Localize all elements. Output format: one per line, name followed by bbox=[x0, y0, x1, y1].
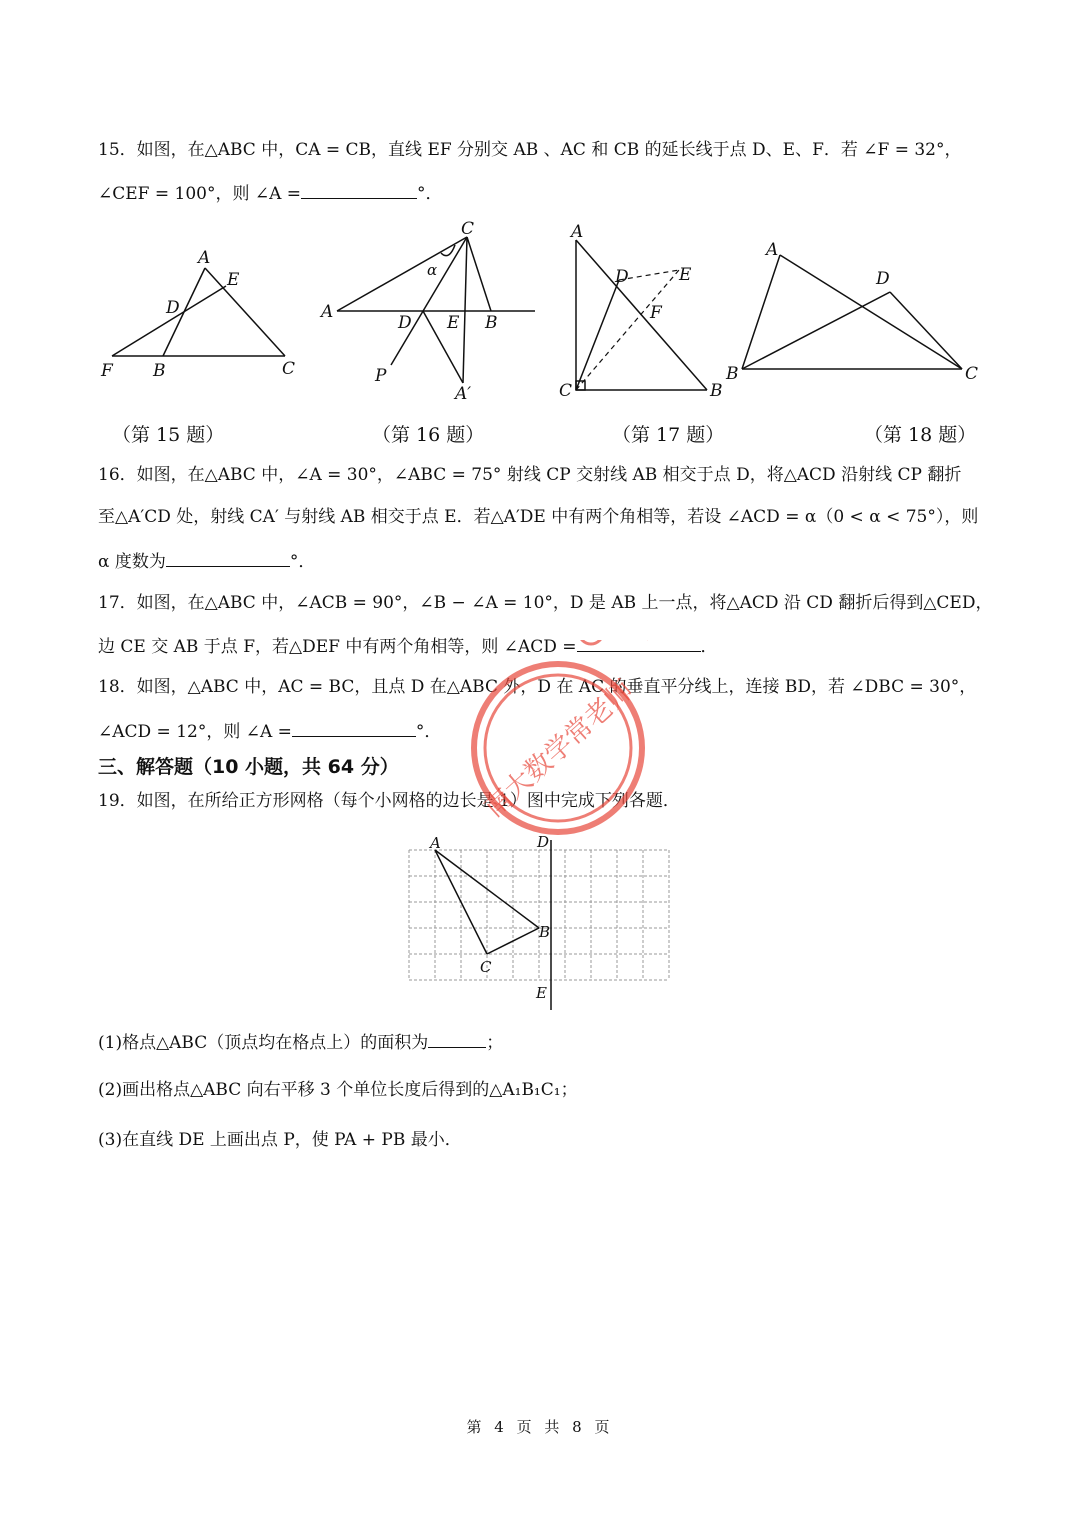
q15-line2-text: ∠CEF = 100°，则 ∠A = bbox=[98, 184, 302, 204]
fig19-label-b: B bbox=[539, 923, 551, 941]
fig17-label-a: A bbox=[571, 222, 584, 242]
q19-answer-blank bbox=[428, 1029, 486, 1048]
q19-sub1-end: ； bbox=[486, 1033, 504, 1053]
q18-line2 bbox=[98, 718, 441, 744]
fig19-label-e: E bbox=[536, 984, 547, 1002]
fig18-label-a: A bbox=[766, 240, 779, 260]
q17-line2-text: 边 CE 交 AB 于点 F，若△DEF 中有两个角相等，则 ∠ACD = bbox=[98, 637, 577, 657]
section-3-heading: 三、解答题（10 小题，共 64 分） bbox=[98, 756, 399, 778]
q18-line2-end: °． bbox=[415, 722, 442, 742]
figure-15 bbox=[95, 240, 305, 385]
fig17-label-d: D bbox=[615, 267, 629, 287]
caption-15: （第 15 题） bbox=[112, 424, 225, 446]
q16-answer-blank bbox=[166, 548, 290, 567]
fig19-label-d: D bbox=[537, 833, 550, 851]
fig17-label-e: E bbox=[679, 265, 692, 285]
q16-line3-end: °． bbox=[289, 552, 316, 572]
q17-line2-end: ． bbox=[700, 637, 718, 657]
q18-answer-blank bbox=[292, 718, 416, 737]
caption-17: （第 17 题） bbox=[612, 424, 725, 446]
caption-16: （第 16 题） bbox=[372, 424, 485, 446]
page-footer: 第 4 页 共 8 页 bbox=[466, 1418, 614, 1436]
q18-line1: 18．如图，△ABC 中，AC = BC，且点 D 在△ABC 外，D 在 AC 的垂直平分线上，连接 BD，若 ∠DBC = 30°， bbox=[98, 677, 977, 697]
fig19-label-c: C bbox=[480, 958, 492, 976]
q19-sub1-text: (1)格点△ABC（顶点均在格点上）的面积为 bbox=[98, 1033, 429, 1053]
fig16-label-e: E bbox=[447, 313, 460, 333]
fig19-label-a: A bbox=[430, 834, 441, 852]
q15-line2-end: °． bbox=[417, 184, 443, 204]
q16-line2: 至△A′CD 处，射线 CA′ 与射线 AB 相交于点 E．若△A′DE 中有两个角相等，若设 ∠ACD = α（0 < α < 75°），则 bbox=[98, 507, 979, 527]
fig16-label-a-prime: A′ bbox=[455, 384, 472, 404]
q19-sub2: (2)画出格点△ABC 向右平移 3 个单位长度后得到的△A₁B₁C₁； bbox=[98, 1080, 578, 1100]
fig17-label-b: B bbox=[710, 381, 723, 401]
figure-18 bbox=[720, 235, 985, 385]
fig18-label-d: D bbox=[876, 269, 890, 289]
fig18-label-c: C bbox=[965, 364, 979, 384]
fig17-label-c: C bbox=[559, 381, 573, 401]
q15-answer-blank bbox=[301, 180, 417, 199]
figure-16 bbox=[315, 215, 545, 407]
fig18-label-b: B bbox=[726, 364, 739, 384]
q19-sub3: (3)在直线 DE 上画出点 P，使 PA + PB 最小． bbox=[98, 1130, 462, 1150]
figure-19-grid bbox=[400, 830, 680, 1015]
q15-line1: 15．如图，在△ABC 中，CA = CB，直线 EF 分别交 AB 、AC 和 CB 的延长线于点 D、E、F．若 ∠F = 32°， bbox=[98, 140, 962, 160]
fig15-label-b: B bbox=[153, 361, 166, 381]
figure-17 bbox=[555, 220, 730, 402]
grid-lines bbox=[409, 850, 669, 980]
q19-sub1 bbox=[98, 1029, 503, 1055]
fig15-label-e: E bbox=[227, 270, 240, 290]
q16-line3-text: α 度数为 bbox=[98, 552, 166, 572]
fig15-label-c: C bbox=[282, 359, 296, 379]
caption-18: （第 18 题） bbox=[864, 424, 977, 446]
q16-line3 bbox=[98, 548, 315, 574]
q18-line2-text: ∠ACD = 12°，则 ∠A = bbox=[98, 722, 292, 742]
fig15-label-d: D bbox=[166, 298, 180, 318]
q16-line1: 16．如图，在△ABC 中，∠A = 30°，∠ABC = 75° 射线 CP 交射线 AB 相交于点 D，将△ACD 沿射线 CP 翻折 bbox=[98, 465, 962, 485]
fig17-label-f: F bbox=[650, 303, 662, 323]
fig16-label-c: C bbox=[461, 219, 475, 239]
fig15-label-f: F bbox=[101, 361, 113, 381]
fig16-label-a: A bbox=[321, 302, 334, 322]
fig16-label-d: D bbox=[398, 313, 412, 333]
watermark-text: 南大数学常老师 bbox=[478, 674, 640, 824]
fig16-label-p: P bbox=[375, 366, 387, 386]
q19-line1: 19．如图，在所给正方形网格（每个小网格的边长是 1）图中完成下列各题． bbox=[98, 791, 680, 811]
fig16-label-alpha: α bbox=[427, 261, 438, 279]
fig16-label-b: B bbox=[485, 313, 498, 333]
q17-line1: 17．如图，在△ABC 中，∠ACB = 90°，∠B − ∠A = 10°，D 是 AB 上一点，将△ACD 沿 CD 翻折后得到△CED， bbox=[98, 593, 993, 613]
fig15-label-a: A bbox=[198, 248, 211, 268]
stamp-dot-1 bbox=[579, 640, 603, 644]
q15-line2 bbox=[98, 180, 443, 206]
watermark-stamp bbox=[415, 640, 648, 850]
